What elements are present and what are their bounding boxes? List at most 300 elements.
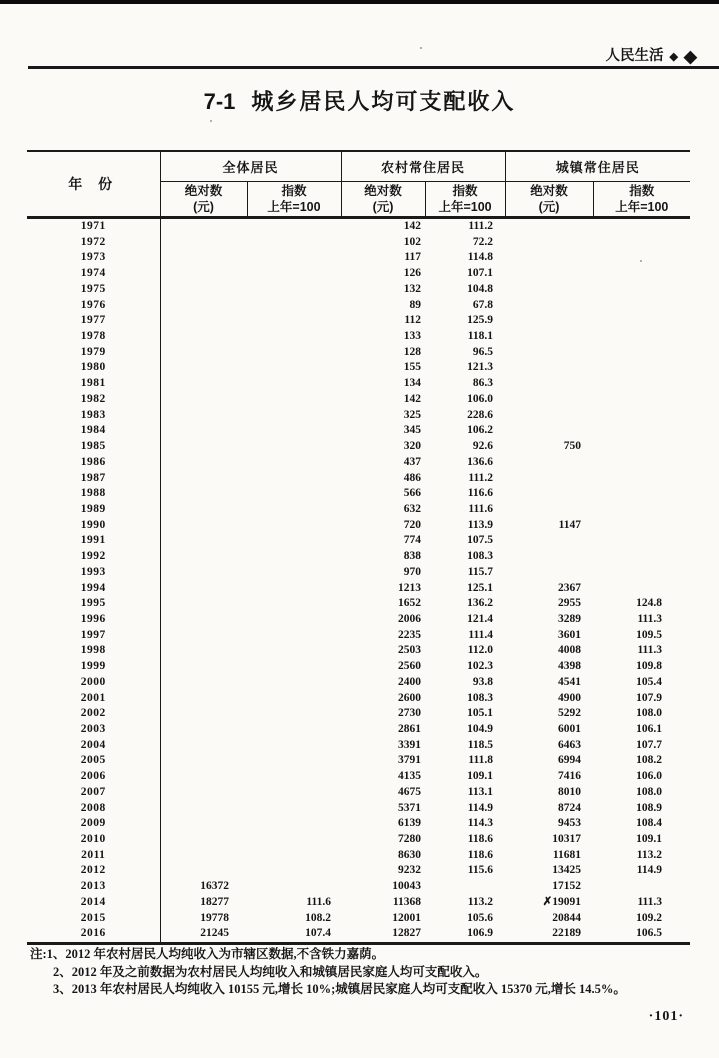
value-cell: 115.6	[467, 864, 494, 877]
value-cell	[160, 235, 247, 251]
value-cell: 132	[403, 282, 422, 295]
subheader-index: 指数 上年=100	[425, 182, 505, 218]
year-cell: 2003	[27, 722, 160, 738]
value-cell	[247, 879, 341, 895]
table-row	[27, 722, 690, 738]
value-cell: 774	[403, 534, 422, 547]
year-cell: 2004	[27, 738, 160, 754]
value-cell	[505, 218, 593, 235]
table-row	[27, 408, 690, 424]
value-cell: 17152	[552, 880, 582, 893]
year-cell: 2002	[27, 706, 160, 722]
value-cell	[160, 785, 247, 801]
value-cell: 8724	[558, 801, 582, 814]
subheader-absolute: 绝对数 (元)	[341, 182, 425, 218]
value-cell	[247, 345, 341, 361]
value-cell	[247, 738, 341, 754]
value-cell: 2730	[398, 707, 422, 720]
value-cell: 2955	[558, 597, 582, 610]
year-cell: 1994	[27, 581, 160, 597]
table-row	[27, 266, 690, 282]
value-cell	[160, 298, 247, 314]
value-cell: 125.9	[467, 314, 494, 327]
value-cell	[160, 250, 247, 266]
value-cell: 114.9	[467, 801, 494, 814]
value-cell	[247, 785, 341, 801]
value-cell: 5371	[398, 801, 422, 814]
group-header-all-residents: 全体居民	[160, 151, 341, 182]
value-cell	[247, 392, 341, 408]
value-cell	[247, 376, 341, 392]
value-cell: 3601	[558, 628, 582, 641]
value-cell: 114.9	[636, 864, 663, 877]
value-cell: 111.6	[306, 895, 332, 908]
year-cell: 1971	[27, 218, 160, 235]
year-cell: 1988	[27, 486, 160, 502]
value-cell	[593, 486, 690, 502]
value-cell	[593, 502, 690, 518]
value-cell	[160, 848, 247, 864]
value-cell	[160, 329, 247, 345]
value-cell: 111.3	[637, 895, 663, 908]
value-cell: 7280	[398, 833, 422, 846]
value-cell	[247, 628, 341, 644]
value-cell	[247, 423, 341, 439]
value-cell: 136.2	[467, 597, 494, 610]
value-cell: 107.9	[636, 691, 663, 704]
value-cell	[505, 376, 593, 392]
table-row	[27, 628, 690, 644]
value-cell: 18277	[200, 895, 229, 908]
value-cell	[160, 832, 247, 848]
value-cell	[593, 250, 690, 266]
value-cell: 102.3	[467, 660, 494, 673]
value-cell: 67.8	[472, 298, 494, 311]
value-cell: 1213	[398, 581, 422, 594]
table-row	[27, 581, 690, 597]
value-cell: 10317	[552, 833, 582, 846]
value-cell: 109.8	[636, 660, 663, 673]
value-cell: 3791	[398, 754, 422, 767]
value-cell: 20844	[552, 911, 582, 924]
value-cell	[247, 801, 341, 817]
footnote-3: 3、2013 年农村居民人均纯收入 10155 元,增长 10%;城镇居民家庭人均可支配收入 15370 元,增长 14.5%。	[53, 982, 626, 996]
table-title-text: 城乡居民人均可支配收入	[251, 89, 516, 114]
value-cell: 8630	[398, 848, 422, 861]
value-cell: 133	[403, 330, 422, 343]
value-cell	[505, 423, 593, 439]
table-row	[27, 423, 690, 439]
year-cell: 2009	[27, 816, 160, 832]
value-cell: 111.3	[637, 612, 663, 625]
table-row	[27, 691, 690, 707]
value-cell	[505, 565, 593, 581]
value-cell	[160, 659, 247, 675]
value-cell	[247, 863, 341, 879]
table-row	[27, 298, 690, 314]
value-cell: 118.5	[467, 738, 494, 751]
value-cell	[160, 345, 247, 361]
value-cell	[247, 549, 341, 565]
value-cell: 750	[563, 440, 582, 453]
value-cell	[160, 549, 247, 565]
value-cell: 1652	[398, 597, 422, 610]
value-cell: 109.2	[636, 911, 663, 924]
value-cell	[247, 596, 341, 612]
value-cell	[425, 879, 505, 895]
value-cell	[247, 471, 341, 487]
value-cell: 111.4	[468, 628, 494, 641]
value-cell	[247, 753, 341, 769]
value-cell	[160, 738, 247, 754]
value-cell: 2235	[398, 628, 422, 641]
value-cell	[593, 266, 690, 282]
value-cell	[160, 439, 247, 455]
value-cell: 118.1	[467, 330, 494, 343]
value-cell: 345	[403, 424, 422, 437]
year-cell: 2001	[27, 691, 160, 707]
value-cell	[160, 502, 247, 518]
diamond-icon: ◆	[683, 47, 697, 66]
table-row	[27, 643, 690, 659]
value-cell	[505, 549, 593, 565]
table-row	[27, 471, 690, 487]
group-header-urban-residents: 城镇常住居民	[505, 151, 690, 182]
year-cell: 1989	[27, 502, 160, 518]
value-cell: 11681	[552, 848, 582, 861]
year-cell: 1991	[27, 533, 160, 549]
subheader-index: 指数 上年=100	[247, 182, 341, 218]
value-cell	[593, 565, 690, 581]
value-cell: 72.2	[472, 235, 494, 248]
subheader-index: 指数 上年=100	[593, 182, 690, 218]
year-cell: 2008	[27, 801, 160, 817]
table-row	[27, 533, 690, 549]
year-cell: 1976	[27, 298, 160, 314]
value-cell: 115.7	[467, 565, 494, 578]
value-cell	[160, 753, 247, 769]
value-cell	[593, 218, 690, 235]
value-cell: 112	[404, 314, 422, 327]
value-cell: 6139	[398, 817, 422, 830]
value-cell	[160, 471, 247, 487]
value-cell: 86.3	[472, 377, 494, 390]
value-cell: 108.4	[636, 817, 663, 830]
value-cell: 109.5	[636, 628, 663, 641]
value-cell	[593, 423, 690, 439]
table-row	[27, 659, 690, 675]
value-cell	[247, 502, 341, 518]
table-row	[27, 801, 690, 817]
value-cell: 108.0	[636, 707, 663, 720]
value-cell: 4008	[558, 644, 582, 657]
value-cell: 142	[403, 392, 422, 405]
value-cell	[160, 360, 247, 376]
table-row	[27, 785, 690, 801]
value-cell	[247, 659, 341, 675]
table-row	[27, 675, 690, 691]
group-header-rural-residents: 农村常住居民	[341, 151, 505, 182]
value-cell	[160, 266, 247, 282]
value-cell	[593, 282, 690, 298]
value-cell: 4675	[398, 785, 422, 798]
value-cell	[247, 250, 341, 266]
value-cell	[593, 298, 690, 314]
value-cell	[160, 518, 247, 534]
value-cell	[247, 848, 341, 864]
value-cell: 105.6	[467, 911, 494, 924]
value-cell	[247, 518, 341, 534]
table-number: 7-1	[203, 89, 236, 114]
value-cell	[160, 722, 247, 738]
value-cell: 566	[403, 487, 422, 500]
value-cell	[247, 816, 341, 832]
value-cell	[593, 581, 690, 597]
table-row	[27, 376, 690, 392]
value-cell	[160, 769, 247, 785]
value-cell	[505, 533, 593, 549]
value-cell	[593, 376, 690, 392]
value-cell	[505, 282, 593, 298]
value-cell: 7416	[558, 770, 582, 783]
value-cell	[593, 408, 690, 424]
value-cell: 228.6	[467, 408, 494, 421]
value-cell: 12001	[392, 911, 422, 924]
value-cell	[593, 360, 690, 376]
value-cell: 5292	[558, 707, 582, 720]
table-row	[27, 439, 690, 455]
value-cell: 9453	[558, 817, 582, 830]
value-cell	[505, 329, 593, 345]
value-cell	[505, 345, 593, 361]
value-cell: 2006	[398, 612, 422, 625]
table-row	[27, 816, 690, 832]
value-cell	[160, 486, 247, 502]
table-row	[27, 879, 690, 895]
year-cell: 1999	[27, 659, 160, 675]
value-cell	[160, 423, 247, 439]
value-cell	[505, 502, 593, 518]
value-cell: 111.3	[637, 644, 663, 657]
value-cell: 106.0	[636, 770, 663, 783]
value-cell: 6463	[558, 738, 582, 751]
value-cell: 2861	[398, 723, 422, 735]
value-cell	[505, 360, 593, 376]
value-cell: 6994	[558, 754, 582, 767]
value-cell: 155	[403, 361, 422, 374]
value-cell: 10043	[392, 880, 422, 893]
value-cell	[247, 643, 341, 659]
value-cell	[593, 455, 690, 471]
year-cell: 2007	[27, 785, 160, 801]
income-table-wrapper	[27, 150, 690, 945]
table-row	[27, 345, 690, 361]
value-cell	[160, 628, 247, 644]
value-cell	[247, 832, 341, 848]
value-cell: 93.8	[472, 675, 494, 688]
value-cell: 325	[403, 408, 422, 421]
year-cell: 1993	[27, 565, 160, 581]
table-row	[27, 486, 690, 502]
year-cell: 1977	[27, 313, 160, 329]
year-cell: 2012	[27, 863, 160, 879]
year-cell: 1986	[27, 455, 160, 471]
value-cell: 105.1	[467, 707, 494, 720]
value-cell: 114.8	[467, 251, 494, 264]
header-rule	[28, 66, 719, 69]
diamond-icon: ◆	[669, 51, 678, 63]
year-cell: 1982	[27, 392, 160, 408]
year-cell: 1992	[27, 549, 160, 565]
year-cell: 1997	[27, 628, 160, 644]
table-row	[27, 612, 690, 628]
table-row	[27, 518, 690, 534]
value-cell	[247, 408, 341, 424]
value-cell	[247, 612, 341, 628]
value-cell: 107.4	[305, 927, 332, 940]
value-cell	[160, 533, 247, 549]
value-cell	[247, 282, 341, 298]
value-cell: 112.0	[467, 644, 494, 657]
year-cell: 1983	[27, 408, 160, 424]
year-cell: 2006	[27, 769, 160, 785]
value-cell	[505, 392, 593, 408]
value-cell	[247, 486, 341, 502]
value-cell: 13425	[552, 864, 582, 877]
value-cell	[593, 518, 690, 534]
year-cell: 1985	[27, 439, 160, 455]
year-cell: 1981	[27, 376, 160, 392]
value-cell: 2367	[558, 581, 582, 594]
value-cell: 22189	[552, 927, 582, 940]
value-cell: 108.0	[636, 785, 663, 798]
footnotes	[30, 946, 690, 999]
value-cell: 113.2	[467, 895, 494, 908]
value-cell: 4900	[558, 691, 582, 704]
value-cell	[160, 816, 247, 832]
table-row	[27, 313, 690, 329]
table-header	[27, 151, 690, 218]
value-cell: 106.9	[467, 927, 494, 940]
value-cell	[505, 471, 593, 487]
value-cell: 116.6	[467, 487, 494, 500]
year-cell: 1996	[27, 612, 160, 628]
value-cell	[247, 455, 341, 471]
value-cell	[505, 486, 593, 502]
table-row	[27, 863, 690, 879]
value-cell	[505, 250, 593, 266]
table-row	[27, 392, 690, 408]
value-cell: 106.1	[636, 723, 663, 735]
value-cell: 3289	[558, 612, 582, 625]
value-cell: 4541	[558, 675, 582, 688]
table-row	[27, 218, 690, 235]
footnote-1: 注:1、2012 年农村居民人均纯收入为市辖区数据,不含铁力嘉荫。	[30, 947, 385, 961]
income-table	[27, 150, 690, 945]
value-cell: 117	[404, 251, 422, 264]
value-cell: 126	[403, 267, 422, 280]
scan-speck	[420, 47, 422, 49]
value-cell	[247, 565, 341, 581]
value-cell	[160, 218, 247, 235]
value-cell: 96.5	[472, 345, 494, 358]
value-cell: 106.5	[636, 927, 663, 940]
table-row	[27, 895, 690, 911]
value-cell: 320	[403, 440, 422, 453]
value-cell: 838	[403, 550, 422, 563]
value-cell	[247, 722, 341, 738]
table-row	[27, 848, 690, 864]
value-cell: 113.1	[467, 785, 494, 798]
value-cell	[593, 313, 690, 329]
table-row	[27, 235, 690, 251]
value-cell	[160, 596, 247, 612]
value-cell: 19778	[200, 911, 229, 924]
value-cell	[247, 581, 341, 597]
value-cell: 111.6	[468, 502, 494, 515]
year-cell: 1979	[27, 345, 160, 361]
year-cell: 2014	[27, 895, 160, 911]
value-cell: 486	[403, 471, 422, 484]
value-cell: 89	[409, 298, 422, 311]
value-cell	[593, 549, 690, 565]
value-cell	[160, 643, 247, 659]
value-cell	[593, 392, 690, 408]
table-row	[27, 753, 690, 769]
page-number: ·101·	[648, 1009, 684, 1024]
page-title	[0, 85, 719, 116]
value-cell	[160, 565, 247, 581]
value-cell	[160, 282, 247, 298]
value-cell	[160, 376, 247, 392]
year-column-header: 年 份	[27, 151, 160, 218]
table-row	[27, 549, 690, 565]
value-cell	[247, 360, 341, 376]
value-cell: 107.5	[467, 534, 494, 547]
value-cell: 142	[403, 220, 422, 232]
year-cell: 1975	[27, 282, 160, 298]
scan-top-edge	[0, 0, 719, 4]
value-cell	[593, 345, 690, 361]
value-cell	[247, 266, 341, 282]
value-cell: 21245	[200, 927, 229, 940]
value-cell: 2503	[398, 644, 422, 657]
value-cell: 124.8	[636, 597, 663, 610]
value-cell: 632	[403, 502, 422, 515]
footnote-2: 2、2012 年及之前数据为农村居民人均纯收入和城镇居民家庭人均可支配收入。	[53, 964, 488, 979]
table-row	[27, 250, 690, 266]
value-cell: 104.9	[467, 723, 494, 735]
value-cell: 111.8	[468, 754, 494, 767]
value-cell: 136.6	[467, 455, 494, 468]
table-row	[27, 706, 690, 722]
value-cell	[160, 706, 247, 722]
value-cell	[593, 471, 690, 487]
value-cell: 8010	[558, 785, 582, 798]
year-cell: 1990	[27, 518, 160, 534]
value-cell	[505, 408, 593, 424]
value-cell	[593, 329, 690, 345]
value-cell: 111.2	[468, 220, 494, 232]
year-cell: 1978	[27, 329, 160, 345]
subheader-absolute: 绝对数 (元)	[160, 182, 247, 218]
value-cell	[505, 235, 593, 251]
year-cell: 1980	[27, 360, 160, 376]
value-cell: 106.2	[467, 424, 494, 437]
value-cell: 134	[403, 377, 422, 390]
table-row	[27, 502, 690, 518]
subheader-absolute: 绝对数 (元)	[505, 182, 593, 218]
